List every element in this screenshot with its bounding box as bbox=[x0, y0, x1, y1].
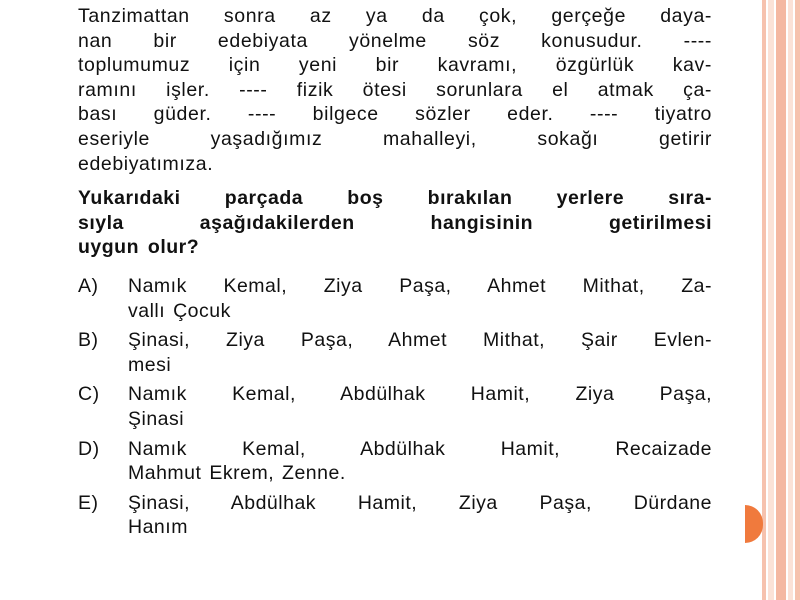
option-line: Mahmut Ekrem, Zenne. bbox=[128, 462, 346, 485]
passage-line: eseriyle yaşadığımız mahalleyi, sokağı getirir bbox=[78, 127, 712, 150]
question-line: sıyla aşağıdakilerden hangisinin getirilmesi bbox=[78, 211, 712, 234]
question-content bbox=[78, 4, 712, 545]
option-letter: E) bbox=[78, 491, 99, 514]
option-a[interactable] bbox=[78, 274, 712, 323]
option-text bbox=[128, 437, 712, 486]
option-letter: B) bbox=[78, 329, 99, 352]
option-line: Şinasi, Abdülhak Hamit, Ziya Paşa, Dürdane bbox=[128, 491, 712, 514]
option-text bbox=[128, 328, 712, 377]
passage-line: Tanzimattan sonra az ya da çok, gerçeğe daya- bbox=[78, 5, 712, 27]
border-stripe bbox=[768, 0, 774, 600]
slide-marker-tab bbox=[745, 505, 763, 543]
option-d[interactable] bbox=[78, 437, 712, 486]
option-b[interactable] bbox=[78, 328, 712, 377]
option-e[interactable] bbox=[78, 491, 712, 540]
border-stripe bbox=[776, 0, 786, 600]
option-line: vallı Çocuk bbox=[128, 299, 231, 322]
option-line: mesi bbox=[128, 353, 172, 376]
question-line: uygun olur? bbox=[78, 236, 200, 259]
passage-line: nan bir edebiyata yönelme söz konusudur. ---- bbox=[78, 29, 712, 52]
passage-line: ramını işler. ---- fizik ötesi sorunlara el atmak ça- bbox=[78, 78, 712, 101]
passage-line: edebiyatımıza. bbox=[78, 152, 214, 175]
option-text bbox=[128, 382, 712, 431]
option-text bbox=[128, 491, 712, 540]
border-stripe bbox=[795, 0, 800, 600]
option-line: Namık Kemal, Ziya Paşa, Ahmet Mithat, Za- bbox=[128, 274, 712, 297]
option-line: Namık Kemal, Abdülhak Hamit, Recaizade bbox=[128, 437, 712, 460]
option-letter: A) bbox=[78, 274, 99, 297]
option-line: Şinasi bbox=[128, 407, 185, 430]
passage-line: bası güder. ---- bilgece sözler eder. ---- tiyatro bbox=[78, 103, 712, 126]
border-stripe bbox=[762, 0, 766, 600]
option-line: Hanım bbox=[128, 516, 188, 539]
option-text bbox=[128, 274, 712, 323]
option-line: Namık Kemal, Abdülhak Hamit, Ziya Paşa, bbox=[128, 383, 712, 406]
question-line: Yukarıdaki parçada boş bırakılan yerlere sıra- bbox=[78, 187, 712, 210]
passage-line: toplumumuz için yeni bir kavramı, özgürlük kav- bbox=[78, 54, 712, 77]
passage-text bbox=[78, 4, 712, 176]
question-prompt bbox=[78, 186, 712, 260]
option-letter: C) bbox=[78, 383, 100, 406]
option-c[interactable] bbox=[78, 382, 712, 431]
answer-options bbox=[78, 274, 712, 540]
option-line: Şinasi, Ziya Paşa, Ahmet Mithat, Şair Evlen- bbox=[128, 329, 712, 352]
option-letter: D) bbox=[78, 437, 100, 460]
border-stripe bbox=[788, 0, 793, 600]
